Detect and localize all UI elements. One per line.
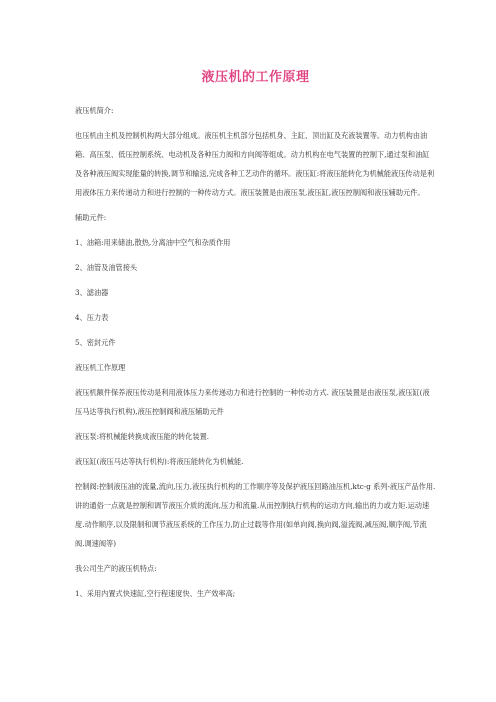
- document-body: [75, 101, 436, 603]
- paragraph: 液压泵:将机械能转换成液压能的转化装置.: [75, 432, 210, 441]
- paragraph: 液压机简介:: [75, 106, 114, 115]
- list-item: 5、密封元件: [75, 338, 116, 347]
- paragraph: 也压机由主机及控制机构两大部分组成。液压机主机部分包括机身、主缸、顶出缸及充液装置等。动力机构由油箱、高压泵、低压控制系统、电动机及各种压力阀和方向阀等组成。动力机构在电气装置的控制下,通过泵和油缸及各种液压阀实现能量的转换,调节和输送,完成各种工艺动作的循环。液压缸:将液压能转化为机械能液压传动是利用液体压力来传递动力和进行控制的一种传动方式。液压装置是由液压泵,液压缸,液压控制阀和液压辅助元件。: [75, 131, 435, 197]
- section-heading: 液压机工作原理: [75, 363, 126, 372]
- paragraph: 控制阀:控制液压油的流量,流向,压力,液压执行机构的工作顺序等及保护液压回路油压机,ktc-g 系列-液压产品作用.讲的通俗一点就是控制和调节液压介质的流向,压力和流量.从而控制执行机构的运动方向,输出的力或力矩.运动速度.动作顺序,以及限制和调节液压系统的工作压力,防止过载等作用(如单向阀,换向阀,溢流阀,减压阀,顺序阀,节流阀.调速阀等): [75, 482, 436, 548]
- paragraph: 辅助元件:: [75, 213, 107, 222]
- list-item: 3、滤油器: [75, 288, 109, 297]
- paragraph: 液压缸(液压马达等执行机构):将液压能转化为机械能.: [75, 457, 244, 466]
- page-title: 液压机的工作原理: [201, 70, 310, 85]
- paragraph: 我公司生产的液压机特点:: [75, 564, 157, 573]
- paragraph: 液压机额件保养液压传动是利用液体压力来传递动力和进行控制的一种传动方式. 液压装置是由液压泵,液压缸(液压马达等执行机构),液压控制阀和液压辅助元件: [75, 388, 430, 416]
- list-item: 4、压力表: [75, 313, 109, 322]
- list-item: 1、采用内置式快速缸,空行程速度快、生产效率高;: [75, 589, 236, 598]
- list-item: 2、油管及油管接头: [75, 263, 138, 272]
- list-item: 1、油箱:用来储油,散热,分离油中空气和杂质作用: [75, 238, 231, 247]
